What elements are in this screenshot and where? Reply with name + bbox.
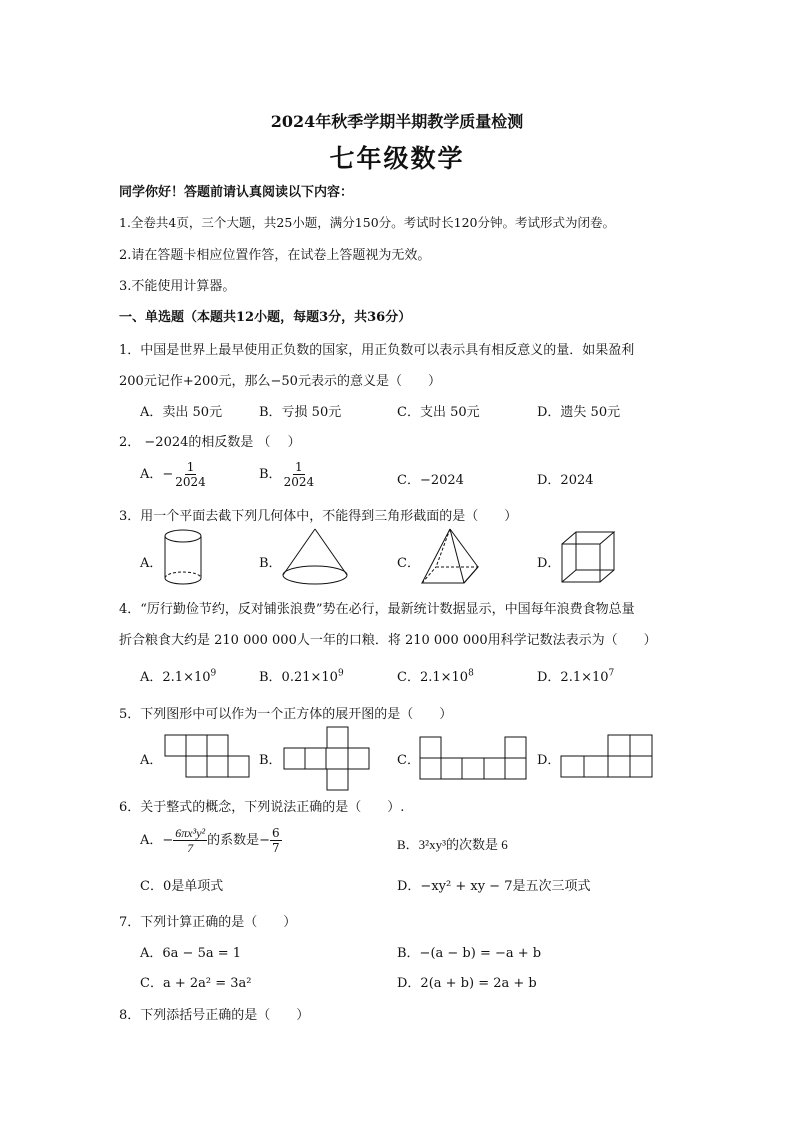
q1-stem-line2: 200元记作+200元，那么−50元表示的意义是（ ） xyxy=(119,374,441,389)
q6-option-a-denominator-2: 7 xyxy=(272,841,280,855)
q2-option-b-fraction xyxy=(282,460,317,489)
cube-net-b-figure xyxy=(283,726,395,792)
q5-option-c: C． xyxy=(397,753,420,768)
q4-stem-line1: 4．“厉行勤俭节约，反对铺张浪费”势在必行，最新统计数据显示，中国每年浪费食物总量 xyxy=(119,602,635,617)
q2-option-a-prefix: A．− xyxy=(140,467,174,482)
q2-option-a-fraction xyxy=(173,460,208,489)
q1-option-a: A．卖出 50元 xyxy=(140,405,223,420)
q6-option-a-numerator-2: 6 xyxy=(272,826,280,840)
q7-option-c: C．a + 2a² = 3a² xyxy=(140,976,252,991)
q4-option-a-exponent: 9 xyxy=(210,668,217,679)
q8-stem: 8．下列添括号正确的是（ ） xyxy=(119,1008,310,1023)
q6-option-c: C．0是单项式 xyxy=(140,879,224,894)
q3-option-a: A． xyxy=(140,556,163,571)
q1-option-d: D．遗失 50元 xyxy=(537,405,621,420)
q4-option-c-exponent: 8 xyxy=(468,668,474,679)
q6-option-a-middle: 的系数是− xyxy=(207,833,271,848)
q2-option-c: C．−2024 xyxy=(397,473,464,488)
subject-title: 七年级数学 xyxy=(329,144,465,173)
q4-option-d-exponent: 7 xyxy=(608,668,615,679)
q5-option-d: D． xyxy=(537,753,561,768)
q5-option-b: B． xyxy=(259,753,282,768)
q4-option-d xyxy=(537,666,614,685)
q3-option-b: B． xyxy=(259,556,282,571)
intro-greeting: 同学你好！答题前请认真阅读以下内容： xyxy=(119,185,354,200)
q6-stem: 6．关于整式的概念，下列说法正确的是（ ）. xyxy=(119,800,405,815)
q2-option-b-prefix: B． xyxy=(259,467,282,482)
q4-stem-line2: 折合粮食大约是 210 000 000人一年的口粮．将 210 000 000用科学记数法表示为（ ） xyxy=(119,633,657,648)
q7-option-a: A．6a − 5a = 1 xyxy=(140,946,242,961)
q3-stem: 3．用一个平面去截下列几何体中，不能得到三角形截面的是（ ） xyxy=(119,509,518,524)
q7-stem: 7．下列计算正确的是（ ） xyxy=(119,915,297,930)
q6-option-b: B．3²xy³的次数是 6 xyxy=(397,837,508,852)
q6-option-a-fraction-2 xyxy=(270,826,282,855)
exam-title: 2024年秋季学期半期教学质量检测 xyxy=(270,112,524,131)
q2-option-b-denominator: 2024 xyxy=(283,475,315,489)
q6-option-d: D．−xy² + xy − 7是五次三项式 xyxy=(397,879,591,894)
q2-option-b-numerator: 1 xyxy=(295,460,303,474)
q7-option-b: B．−(a − b) = −a + b xyxy=(397,946,542,961)
intro-note-2: 2.请在答题卡相应位置作答，在试卷上答题视为无效。 xyxy=(119,248,431,263)
q1-stem-line1: 1．中国是世界上最早使用正负数的国家，用正负数可以表示具有相反意义的量．如果盈利 xyxy=(119,343,635,358)
cube-net-d-figure xyxy=(560,734,656,778)
pyramid-figure xyxy=(418,527,482,587)
q4-option-b xyxy=(259,666,344,685)
section-heading: 一、单选题（本题共12小题，每题3分，共36分） xyxy=(119,310,412,325)
q2-option-a xyxy=(140,460,208,489)
q4-option-a-text: A．2.1×10 xyxy=(140,670,211,685)
cube-figure xyxy=(560,530,616,586)
q2-option-a-numerator: 1 xyxy=(186,460,195,474)
q2-option-a-denominator: 2024 xyxy=(175,475,206,489)
q6-option-a xyxy=(140,826,282,855)
q1-option-c: C．支出 50元 xyxy=(397,405,480,420)
q6-option-a-numerator: 6πx³y² xyxy=(175,826,206,840)
cube-net-a-figure xyxy=(164,734,254,778)
cylinder-figure xyxy=(162,528,204,588)
intro-note-3: 3.不能使用计算器。 xyxy=(119,279,236,294)
q2-option-b xyxy=(259,460,316,489)
q1-option-b: B．亏损 50元 xyxy=(259,405,342,420)
q4-option-a xyxy=(140,666,216,685)
q6-option-a-denominator: 7 xyxy=(187,841,194,855)
q7-option-d: D．2(a + b) = 2a + b xyxy=(397,976,537,991)
q6-option-a-fraction xyxy=(173,826,207,855)
q4-option-c-text: C．2.1×10 xyxy=(397,670,469,685)
q4-option-c xyxy=(397,666,474,685)
q3-option-c: C． xyxy=(397,556,420,571)
q4-option-b-exponent: 9 xyxy=(337,668,344,679)
q5-option-a: A． xyxy=(140,753,163,768)
q2-option-d: D．2024 xyxy=(537,473,594,488)
cone-figure xyxy=(279,527,351,587)
q6-option-a-prefix: A．− xyxy=(140,833,174,848)
q2-stem: 2． −2024的相反数是 （ ） xyxy=(119,435,301,450)
q5-stem: 5．下列图形中可以作为一个正方体的展开图的是（ ） xyxy=(119,707,453,722)
cube-net-c-figure xyxy=(419,736,531,780)
intro-note-1: 1.全卷共4页，三个大题，共25小题，满分150分。考试时长120分钟。考试形式为闭卷。 xyxy=(119,215,616,230)
q4-option-b-text: B．0.21×10 xyxy=(259,670,338,685)
q3-option-d: D． xyxy=(537,556,561,571)
q4-option-d-text: D．2.1×10 xyxy=(537,670,609,685)
